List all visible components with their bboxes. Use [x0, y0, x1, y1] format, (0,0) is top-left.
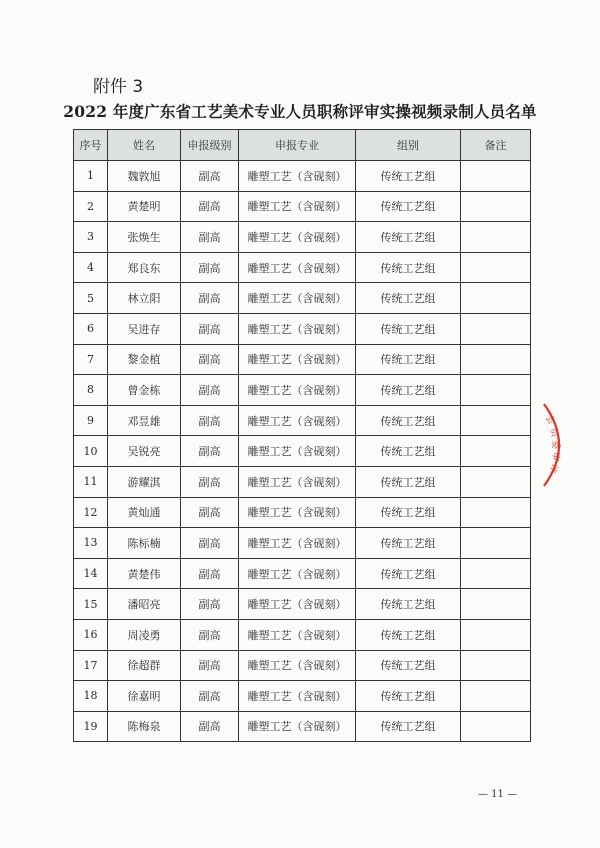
header-major: 申报专业	[239, 130, 356, 161]
table-row	[74, 589, 531, 620]
row-major: 雕塑工艺（含砚刻）	[239, 283, 356, 314]
row-level: 副高	[181, 681, 239, 712]
row-level: 副高	[181, 283, 239, 314]
row-note	[461, 436, 531, 467]
row-note	[461, 283, 531, 314]
row-group: 传统工艺组	[356, 619, 461, 650]
row-name: 黄灿通	[108, 497, 181, 528]
row-name: 徐超群	[108, 650, 181, 681]
table-row	[74, 711, 531, 742]
row-group: 传统工艺组	[356, 681, 461, 712]
svg-text:员: 员	[547, 427, 560, 439]
row-name: 黄楚明	[108, 191, 181, 222]
table-row	[74, 222, 531, 253]
table-row	[74, 283, 531, 314]
row-major: 雕塑工艺（含砚刻）	[239, 436, 356, 467]
row-note	[461, 405, 531, 436]
row-seq: 16	[74, 619, 108, 650]
table-row	[74, 344, 531, 375]
row-level: 副高	[181, 375, 239, 406]
row-level: 副高	[181, 711, 239, 742]
row-seq: 9	[74, 405, 108, 436]
row-group: 传统工艺组	[356, 497, 461, 528]
row-note	[461, 161, 531, 192]
row-group: 传统工艺组	[356, 558, 461, 589]
row-major: 雕塑工艺（含砚刻）	[239, 252, 356, 283]
row-major: 雕塑工艺（含砚刻）	[239, 650, 356, 681]
document-title: 2022 年度广东省工艺美术专业人员职称评审实操视频录制人员名单	[63, 102, 537, 121]
row-name: 魏敦旭	[108, 161, 181, 192]
table-row	[74, 375, 531, 406]
row-name: 陈标楠	[108, 528, 181, 559]
row-name: 邓昱雄	[108, 405, 181, 436]
row-seq: 4	[74, 252, 108, 283]
row-group: 传统工艺组	[356, 466, 461, 497]
row-level: 副高	[181, 650, 239, 681]
row-seq: 11	[74, 466, 108, 497]
row-note	[461, 528, 531, 559]
row-major: 雕塑工艺（含砚刻）	[239, 191, 356, 222]
row-level: 副高	[181, 344, 239, 375]
row-group: 传统工艺组	[356, 161, 461, 192]
row-level: 副高	[181, 466, 239, 497]
row-name: 林立阳	[108, 283, 181, 314]
row-seq: 10	[74, 436, 108, 467]
header-level: 申报级别	[181, 130, 239, 161]
row-major: 雕塑工艺（含砚刻）	[239, 711, 356, 742]
table-row	[74, 191, 531, 222]
svg-text:会: 会	[542, 413, 556, 427]
table-row	[74, 650, 531, 681]
row-major: 雕塑工艺（含砚刻）	[239, 375, 356, 406]
row-seq: 3	[74, 222, 108, 253]
row-major: 雕塑工艺（含砚刻）	[239, 344, 356, 375]
row-group: 传统工艺组	[356, 711, 461, 742]
row-note	[461, 681, 531, 712]
table-row	[74, 619, 531, 650]
row-note	[461, 497, 531, 528]
row-group: 传统工艺组	[356, 313, 461, 344]
row-seq: 6	[74, 313, 108, 344]
row-group: 传统工艺组	[356, 344, 461, 375]
row-major: 雕塑工艺（含砚刻）	[239, 528, 356, 559]
table-row	[74, 161, 531, 192]
row-seq: 18	[74, 681, 108, 712]
row-level: 副高	[181, 222, 239, 253]
table-header-row	[74, 130, 531, 161]
row-name: 周凌勇	[108, 619, 181, 650]
attachment-label: 附件 3	[93, 77, 144, 97]
row-note	[461, 191, 531, 222]
row-major: 雕塑工艺（含砚刻）	[239, 405, 356, 436]
row-note	[461, 344, 531, 375]
row-seq: 1	[74, 161, 108, 192]
row-name: 游耀淇	[108, 466, 181, 497]
table-row	[74, 497, 531, 528]
row-name: 黄楚伟	[108, 558, 181, 589]
row-major: 雕塑工艺（含砚刻）	[239, 313, 356, 344]
row-name: 张焕生	[108, 222, 181, 253]
row-level: 副高	[181, 558, 239, 589]
row-note	[461, 252, 531, 283]
row-name: 黎金植	[108, 344, 181, 375]
row-seq: 19	[74, 711, 108, 742]
row-name: 郑良东	[108, 252, 181, 283]
row-note	[461, 375, 531, 406]
page-number: — 11 —	[478, 789, 518, 800]
row-note	[461, 619, 531, 650]
row-note	[461, 466, 531, 497]
row-group: 传统工艺组	[356, 589, 461, 620]
row-group: 传统工艺组	[356, 650, 461, 681]
row-major: 雕塑工艺（含砚刻）	[239, 681, 356, 712]
row-level: 副高	[181, 405, 239, 436]
row-seq: 2	[74, 191, 108, 222]
row-major: 雕塑工艺（含砚刻）	[239, 558, 356, 589]
table-row	[74, 313, 531, 344]
row-level: 副高	[181, 528, 239, 559]
row-major: 雕塑工艺（含砚刻）	[239, 619, 356, 650]
row-name: 徐嘉明	[108, 681, 181, 712]
row-group: 传统工艺组	[356, 528, 461, 559]
row-name: 吴锐亮	[108, 436, 181, 467]
row-major: 雕塑工艺（含砚刻）	[239, 161, 356, 192]
svg-text:审: 审	[549, 451, 561, 462]
row-seq: 12	[74, 497, 108, 528]
row-group: 传统工艺组	[356, 436, 461, 467]
row-level: 副高	[181, 191, 239, 222]
table-row	[74, 558, 531, 589]
row-name: 吴进存	[108, 313, 181, 344]
row-seq: 14	[74, 558, 108, 589]
row-note	[461, 313, 531, 344]
row-seq: 15	[74, 589, 108, 620]
row-group: 传统工艺组	[356, 191, 461, 222]
row-major: 雕塑工艺（含砚刻）	[239, 222, 356, 253]
row-group: 传统工艺组	[356, 222, 461, 253]
roster-table	[73, 129, 531, 742]
row-group: 传统工艺组	[356, 405, 461, 436]
table-row	[74, 252, 531, 283]
row-major: 雕塑工艺（含砚刻）	[239, 466, 356, 497]
row-note	[461, 589, 531, 620]
row-name: 潘昭亮	[108, 589, 181, 620]
row-level: 副高	[181, 313, 239, 344]
row-seq: 7	[74, 344, 108, 375]
row-major: 雕塑工艺（含砚刻）	[239, 589, 356, 620]
row-level: 副高	[181, 161, 239, 192]
row-level: 副高	[181, 436, 239, 467]
row-level: 副高	[181, 619, 239, 650]
row-seq: 17	[74, 650, 108, 681]
row-note	[461, 558, 531, 589]
row-seq: 13	[74, 528, 108, 559]
row-level: 副高	[181, 497, 239, 528]
row-group: 传统工艺组	[356, 375, 461, 406]
header-seq: 序号	[74, 130, 108, 161]
table-row	[74, 528, 531, 559]
row-group: 传统工艺组	[356, 252, 461, 283]
header-name: 姓名	[108, 130, 181, 161]
svg-text:委: 委	[550, 440, 560, 450]
row-seq: 5	[74, 283, 108, 314]
row-note	[461, 222, 531, 253]
row-note	[461, 711, 531, 742]
header-group: 组别	[356, 130, 461, 161]
table-row	[74, 436, 531, 467]
table-row	[74, 466, 531, 497]
official-seal-icon	[540, 402, 570, 488]
svg-text:评: 评	[546, 461, 560, 475]
table-row	[74, 405, 531, 436]
row-level: 副高	[181, 589, 239, 620]
header-note: 备注	[461, 130, 531, 161]
row-note	[461, 650, 531, 681]
table-row	[74, 681, 531, 712]
row-level: 副高	[181, 252, 239, 283]
row-name: 陈梅泉	[108, 711, 181, 742]
row-major: 雕塑工艺（含砚刻）	[239, 497, 356, 528]
row-seq: 8	[74, 375, 108, 406]
row-group: 传统工艺组	[356, 283, 461, 314]
row-name: 曾金栋	[108, 375, 181, 406]
